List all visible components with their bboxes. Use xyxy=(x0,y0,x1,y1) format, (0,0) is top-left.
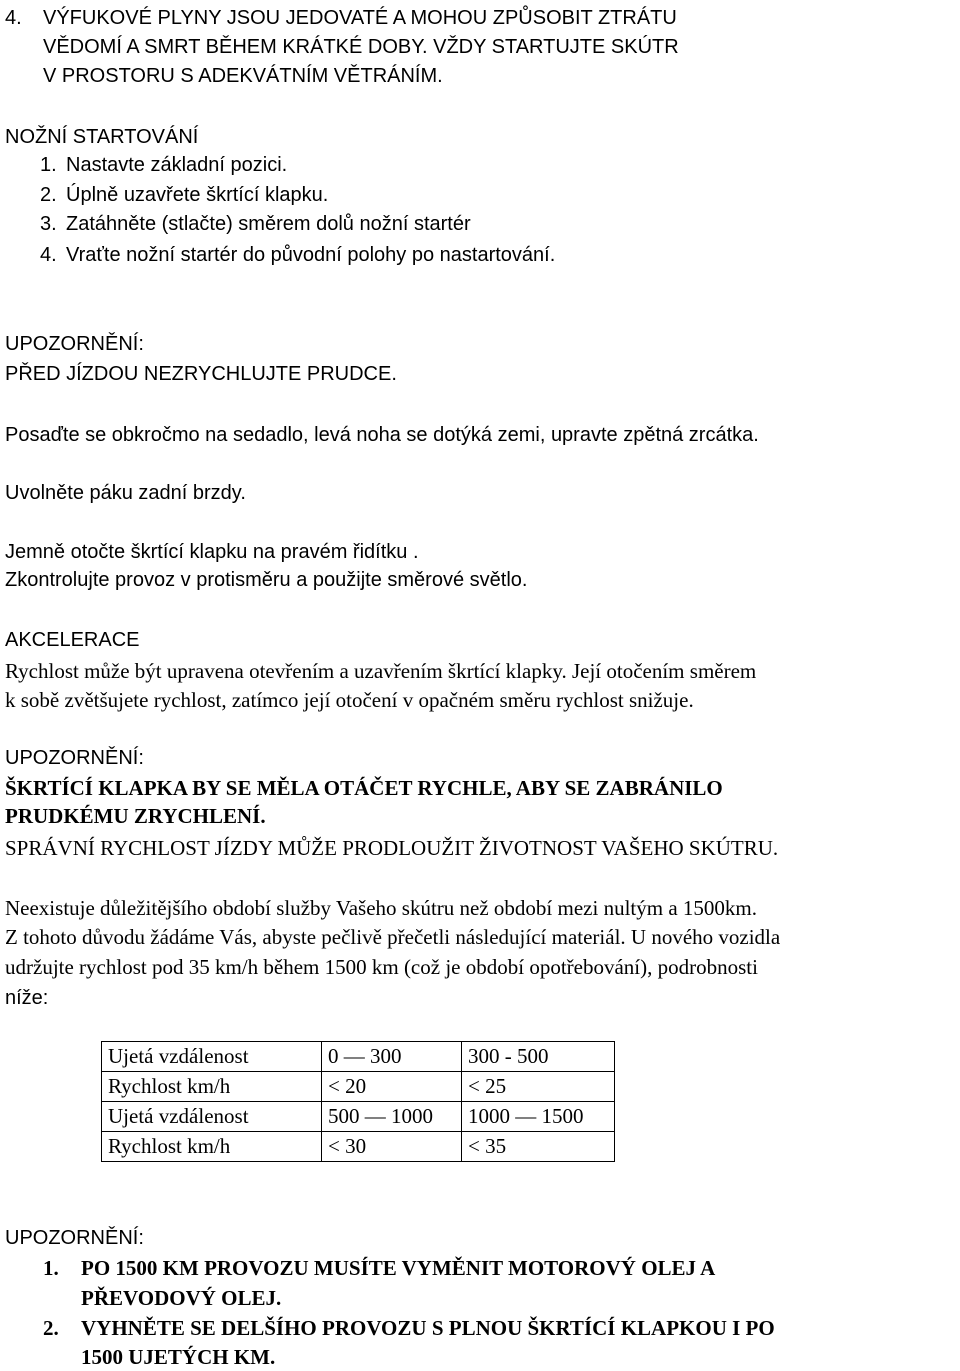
warning-4-line-2: VĚDOMÍ A SMRT BĚHEM KRÁTKÉ DOBY. VŽDY STARTUJTE SKÚTR xyxy=(43,36,679,58)
table-row xyxy=(102,1102,615,1132)
step-number: 3. xyxy=(40,213,57,235)
table-cell: 1000 — 1500 xyxy=(462,1102,615,1132)
step-number: 4. xyxy=(40,244,57,266)
warning-final-item-2-cont: 1500 UJETÝCH KM. xyxy=(81,1345,276,1369)
table-cell: 0 — 300 xyxy=(322,1042,462,1072)
warning-4-line-1 xyxy=(5,4,677,32)
break-in-text-4: níže: xyxy=(5,987,49,1009)
kick-start-step xyxy=(40,241,555,269)
table-cell: Ujetá vzdálenost xyxy=(102,1102,322,1132)
ride-instruction: Posaďte se obkročmo na sedadlo, levá noha se dotýká zemi, upravte zpětná zrcátka. xyxy=(5,424,759,446)
warning-4-number: 4. xyxy=(5,7,22,29)
kick-start-step xyxy=(40,210,471,238)
warning-4-line-3: V PROSTORU S ADEKVÁTNÍM VĚTRÁNÍM. xyxy=(43,65,443,87)
kick-start-step xyxy=(40,181,328,209)
table-cell: < 25 xyxy=(462,1072,615,1102)
warning-throttle-line-3: SPRÁVNÍ RYCHLOST JÍZDY MŮŽE PRODLOUŽIT ŽIVOTNOST VAŠEHO SKÚTRU. xyxy=(5,836,779,860)
warning-final-item-1 xyxy=(43,1254,715,1282)
ride-instruction: Zkontrolujte provoz v protisměru a použijte směrové světlo. xyxy=(5,569,528,591)
step-number: 1. xyxy=(40,154,57,176)
ride-instruction: Uvolněte páku zadní brzdy. xyxy=(5,482,246,504)
item-number: 1. xyxy=(43,1256,59,1280)
warning-label: UPOZORNĚNÍ: xyxy=(5,333,144,355)
kick-start-step xyxy=(40,151,287,179)
table-cell: < 30 xyxy=(322,1132,462,1162)
speed-limit-table xyxy=(101,1041,615,1162)
table-cell: 300 - 500 xyxy=(462,1042,615,1072)
step-text: Nastavte základní pozici. xyxy=(66,154,288,176)
acceleration-heading: AKCELERACE xyxy=(5,629,140,651)
table-row xyxy=(102,1042,615,1072)
item-text: VYHNĚTE SE DELŠÍHO PROVOZU S PLNOU ŠKRTÍCÍ KLAPKOU I PO xyxy=(81,1316,775,1340)
step-text: Zatáhněte (stlačte) směrem dolů nožní startér xyxy=(66,213,471,235)
acceleration-text-2: k sobě zvětšujete rychlost, zatímco její otočení v opačném směru rychlost snižuje. xyxy=(5,688,694,712)
ride-instruction: Jemně otočte škrtící klapku na pravém řidítku . xyxy=(5,541,419,563)
item-number: 2. xyxy=(43,1316,59,1340)
table-cell: < 20 xyxy=(322,1072,462,1102)
table-row xyxy=(102,1132,615,1162)
warning-final-item-2 xyxy=(43,1314,775,1342)
break-in-text-1: Neexistuje důležitějšího období služby Vašeho skútru než období mezi nultým a 1500km. xyxy=(5,896,757,920)
warning-text: PŘED JÍZDOU NEZRYCHLUJTE PRUDCE. xyxy=(5,363,397,385)
warning-label: UPOZORNĚNÍ: xyxy=(5,1227,144,1249)
step-text: Vraťte nožní startér do původní polohy po nastartování. xyxy=(66,244,556,266)
table-cell: Rychlost km/h xyxy=(102,1132,322,1162)
warning-final-item-1-cont: PŘEVODOVÝ OLEJ. xyxy=(81,1286,282,1310)
item-text: PO 1500 KM PROVOZU MUSÍTE VYMĚNIT MOTOROVÝ OLEJ A xyxy=(81,1256,716,1280)
warning-label: UPOZORNĚNÍ: xyxy=(5,747,144,769)
step-number: 2. xyxy=(40,184,57,206)
warning-4-text-1: VÝFUKOVÉ PLYNY JSOU JEDOVATÉ A MOHOU ZPŮSOBIT ZTRÁTU xyxy=(43,7,677,29)
break-in-text-2: Z tohoto důvodu žádáme Vás, abyste pečlivě přečetli následující materiál. U nového vozidla xyxy=(5,925,781,949)
step-text: Úplně uzavřete škrtící klapku. xyxy=(66,184,329,206)
break-in-text-3: udržujte rychlost pod 35 km/h během 1500 km (což je období opotřebování), podrobnosti xyxy=(5,955,758,979)
acceleration-text-1: Rychlost může být upravena otevřením a uzavřením škrtící klapky. Její otočením směrem xyxy=(5,659,757,683)
warning-throttle-line-1: ŠKRTÍCÍ KLAPKA BY SE MĚLA OTÁČET RYCHLE, ABY SE ZABRÁNILO xyxy=(5,776,723,800)
table-row xyxy=(102,1072,615,1102)
table-cell: 500 — 1000 xyxy=(322,1102,462,1132)
table-cell: < 35 xyxy=(462,1132,615,1162)
warning-throttle-line-2: PRUDKÉMU ZRYCHLENÍ. xyxy=(5,804,266,828)
kick-start-heading: NOŽNÍ STARTOVÁNÍ xyxy=(5,126,199,148)
table-cell: Ujetá vzdálenost xyxy=(102,1042,322,1072)
table-cell: Rychlost km/h xyxy=(102,1072,322,1102)
